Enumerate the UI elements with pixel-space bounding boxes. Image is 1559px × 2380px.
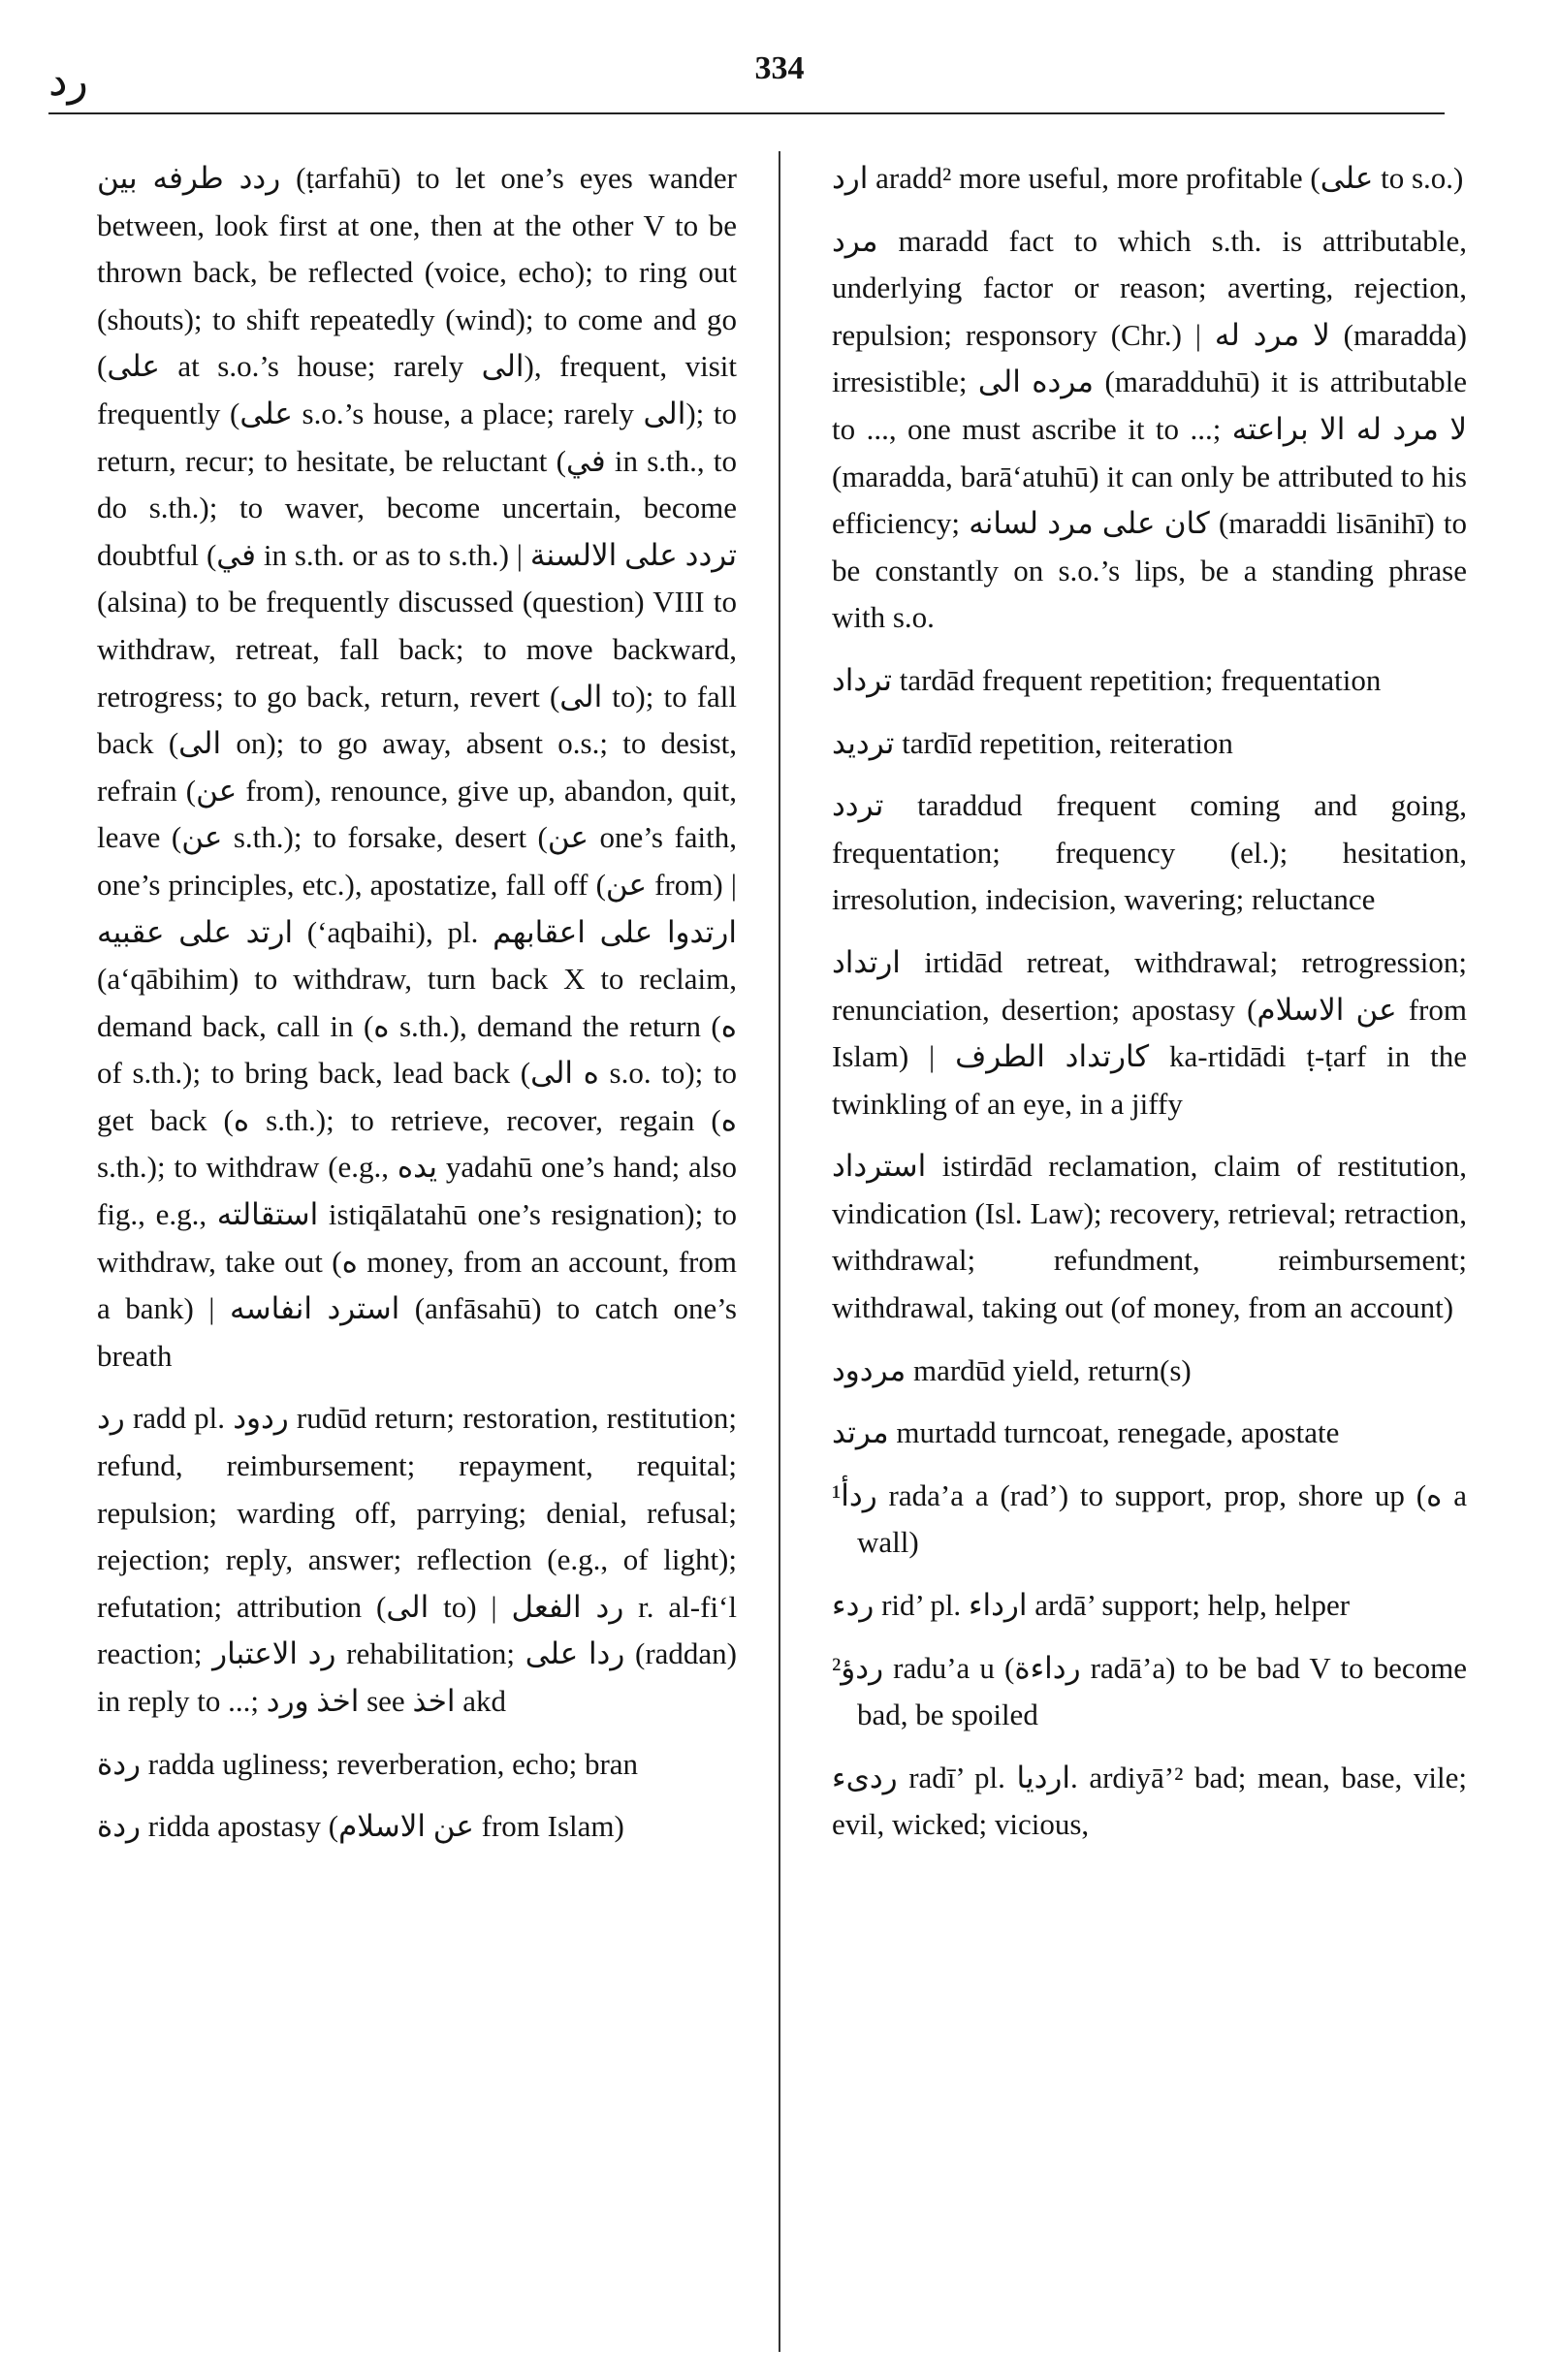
dictionary-entry: مرد maradd fact to which s.th. is attributable, underlying factor or reason; averting, rejection, repulsion; responsory (Chr.) | لا مرد له (maradda) irresistible; مرده الى (maradduhū) it is attributable to ..., one must ascribe it to ...; لا مرد له الا براعته (maradda, barā‘atuhū) it can only be attributed to his efficiency; كان على مرد لسانه (maraddi lisānihī) to be constantly on s.o.’s lips, be a standing phrase with s.o.: [832, 223, 1467, 635]
dictionary-entry: مردود mardūd yield, return(s): [832, 1352, 1192, 1387]
page-number: 334: [754, 50, 805, 86]
dictionary-entry: رد radd pl. ردود rudūd return; restoration, restitution; refund, reimbursement; repayment, requital; repulsion; warding off, parrying; denial, refusal; rejection; reply, answer; reflection (e.g., of light); refutation; attribution (الى to) | رد الفعل r. al-fi‘l reaction; رد الاعتبار rehabilitation; ردا على (raddan) in reply to ...; اخذ ورد see اخذ akd: [97, 1401, 737, 1718]
dictionary-entry: ترديد tardīd repetition, reiteration: [832, 725, 1233, 760]
dictionary-entry: ردء rid’ pl. ارداء ardā’ support; help, helper: [832, 1588, 1351, 1623]
dictionary-entry: ردىء radī’ pl. ارديا. ardiyā’² bad; mean, base, vile; evil, wicked; vicious,: [832, 1760, 1467, 1842]
dictionary-entry: ردة ridda apostasy (عن الاسلام from Islam): [97, 1809, 624, 1844]
dictionary-entry: ردد طرفه بين (ṭarfahū) to let one’s eyes wander between, look first at one, then at the other V to be thrown back, be reflected (voice, echo); to ring out (shouts); to shift repeatedly (wind); to come and go (على at s.o.’s house; rarely الى), frequent, visit frequently (على s.o.’s house, a place; rarely الى); to return, recur; to hesitate, be reluctant (في in s.th., to do s.th.); to waver, become uncertain, become doubtful (في in s.th. or as to s.th.) | تردد على الالسنة (alsina) to be frequently discussed (question) VIII to withdraw, retreat, fall back; to move backward, retrogress; to go back, return, revert (الى to); to fall back (الى on); to go away, absent o.s.; to desist, refrain (عن from), renounce, give up, abandon, quit, leave (عن s.th.); to forsake, desert (عن one’s faith, one’s principles, etc.), apostatize, fall off (عن from) | ارتد على عقبيه (‘aqbaihi), pl. ارتدوا على اعقابهم (a‘qābihim) to withdraw, turn back X to reclaim, demand back, call in (ه s.th.), demand the return (ه of s.th.); to bring back, lead back (ه الى s.o. to); to get back (ه s.th.); to retrieve, recover, regain (ه s.th.); to withdraw (e.g., يده yadahū one’s hand; also fig., e.g., استقالته istiqālatahū one’s resignation); to withdraw, take out (ه money, from an account, from a bank) | استرد انفاسه (anfāsahū) to catch one’s breath: [97, 161, 738, 1373]
dictionary-entry: ارد aradd² more useful, more profitable (على to s.o.): [832, 161, 1464, 195]
header-rule: [48, 112, 1445, 114]
dictionary-entry: ارتداد irtidād retreat, withdrawal; retrogression; renunciation, desertion; apostasy (عن الاسلام from Islam) | كارتداد الطرف ka-rtidādi ṭ-ṭarf in the twinkling of an eye, in a jiffy: [832, 944, 1467, 1121]
dictionary-entry: تردد taraddud frequent coming and going, frequentation; frequency (el.); hesitation, irresolution, indecision, wavering; reluctance: [832, 788, 1467, 917]
dictionary-entry: ¹ردأ rada’a a (rad’) to support, prop, shore up (ه a wall): [832, 1477, 1467, 1560]
dictionary-entry: مرتد murtadd turncoat, renegade, apostate: [832, 1415, 1340, 1450]
running-head-root: رد: [48, 57, 88, 105]
left-column: [97, 155, 737, 1866]
dictionary-entry: ردة radda ugliness; reverberation, echo; bran: [97, 1746, 639, 1781]
dictionary-entry: ²ردؤ radu’a u (رداءة radā’a) to be bad V to become bad, be spoiled: [832, 1650, 1467, 1732]
column-divider: [779, 151, 780, 2352]
right-column: [832, 155, 1467, 1864]
dictionary-entry: استرداد istirdād reclamation, claim of restitution, vindication (Isl. Law); recovery, retrieval; retraction, withdrawal; refundment, reimbursement; withdrawal, taking out (of money, from an account): [832, 1149, 1467, 1325]
dictionary-entry: ترداد tardād frequent repetition; frequentation: [832, 662, 1382, 697]
